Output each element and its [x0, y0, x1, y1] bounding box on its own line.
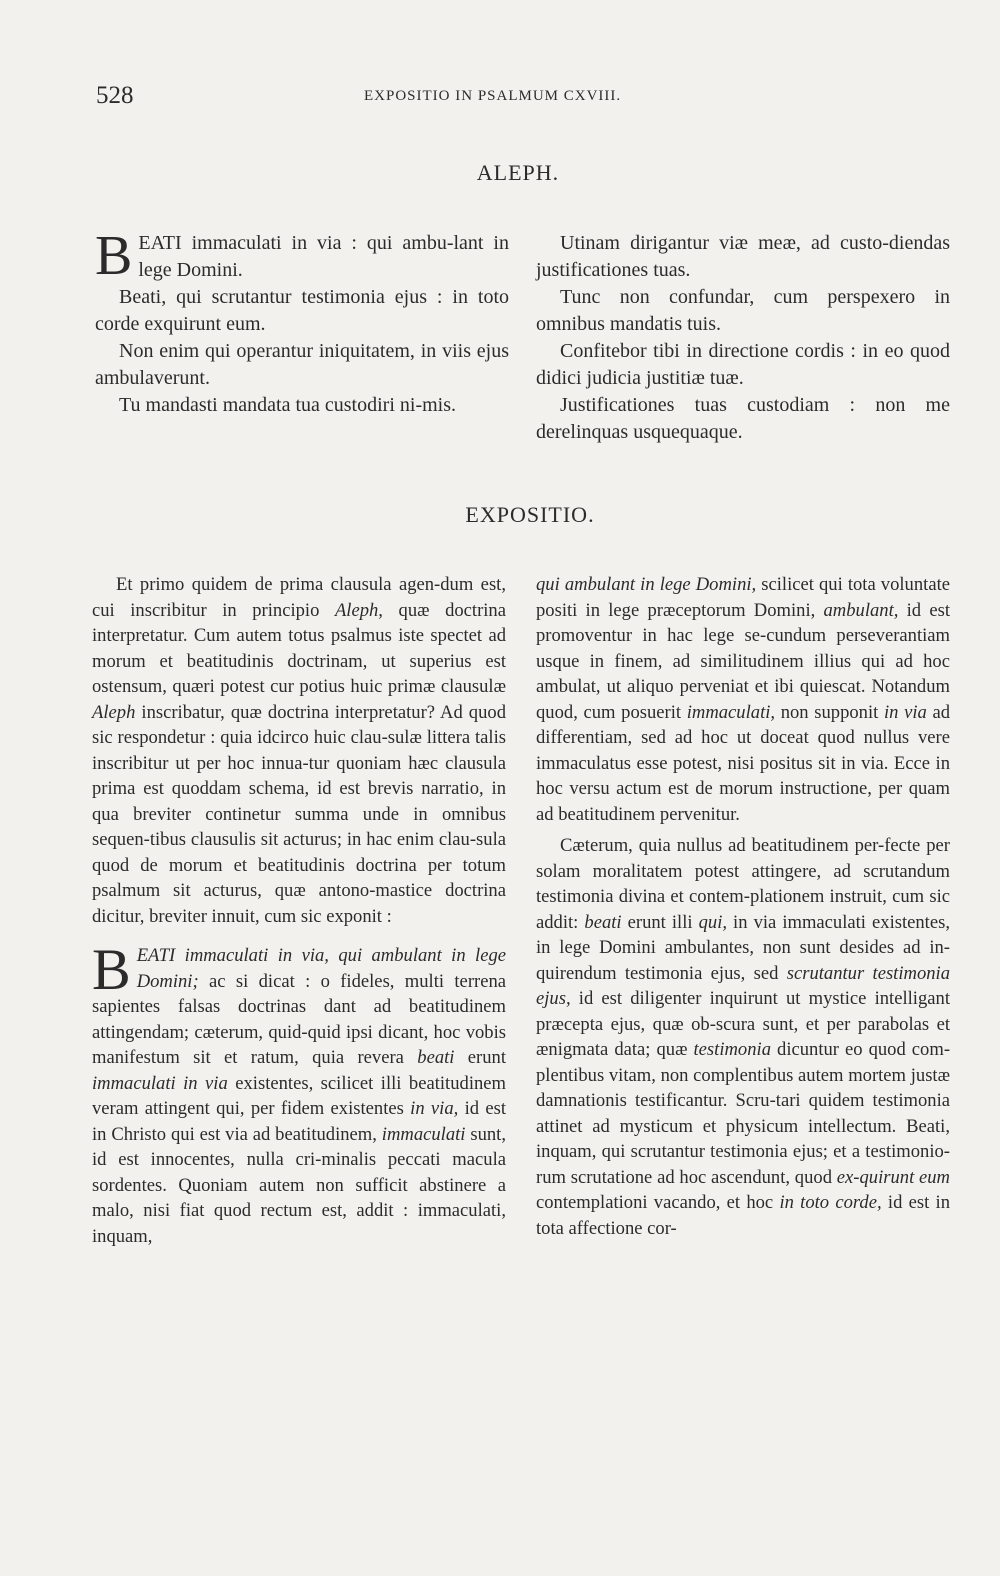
italic-run: in toto corde, — [779, 1192, 882, 1213]
italic-run: testimonia — [693, 1039, 771, 1060]
text-run: inscribatur, quæ doctrina interpretatur? Ad quod sic respondetur : quia idcirco huic clau-sulæ littera talis inscribitur ut per hoc innua-tur quoniam hæc clausula prima est quoddam schema, id est brevis narratio, in qua breviter continetur summa unde in omnibus sequen-tibus clausulis sit acturus; in hac enim clau-sula quod de morum et beatitudinis doctrina per totum psalmum sit acturus, quæ antono-mastice doctrina dicitur, breviter innuit, cum sic exponit : — [92, 701, 506, 927]
commentary-paragraph — [92, 572, 506, 929]
page-number: 528 — [96, 82, 134, 109]
verses-right-column — [536, 230, 950, 446]
text-run: existentes, scilicet illi beatitudinem veram attingent qui, per fidem existentes — [92, 1072, 506, 1119]
commentary-right-column — [536, 572, 950, 1241]
italic-run: in via, — [410, 1098, 459, 1119]
text-run: sunt, id est innocentes, nulla cri-minalis peccati macula sordentes. Quoniam autem non sufficit abstinere a malo, nisi fiat quod rectum est, addit : immaculati, inquam, — [92, 1123, 506, 1247]
running-title: EXPOSITIO IN PSALMUM CXVIII. — [364, 88, 622, 104]
italic-run: immaculati in via — [92, 1072, 228, 1094]
text-run: id est in Christo qui est via ad beatitudinem, — [92, 1098, 506, 1145]
text-run: erunt — [454, 1047, 506, 1068]
italic-run: Aleph, — [334, 599, 383, 621]
aleph-heading: ALEPH. — [476, 160, 560, 185]
verse-3: Non enim qui operantur iniquitatem, in viis ejus ambulaverunt. — [95, 340, 509, 389]
italic-run: Aleph — [92, 701, 136, 723]
italic-run: qui ambulant in lege Domini, — [536, 574, 757, 595]
text-run: Et primo quidem de prima clausula agen-dum est, cui inscribitur in principio — [92, 574, 506, 621]
page-header — [96, 82, 676, 112]
verse-4: Tu mandasti mandata tua custodiri ni-mis. — [119, 394, 457, 416]
expositio-heading: EXPOSITIO. — [465, 502, 595, 527]
drop-cap: B — [92, 937, 131, 1002]
commentary-paragraph — [92, 937, 506, 1249]
text-run: dicuntur eo quod com-plentibus vitam, non complentibus autem mortem justæ damnationis testificantur. Scru-tari quidem testimonia attinet ad mysticum et physicum intellectum. Beati, inquam, qui scrutantur testimonia ejus; et a testimonio-rum scrutatione ad hoc ascendunt, quod — [536, 1039, 951, 1188]
italic-run: ex-quirunt eum — [836, 1166, 950, 1188]
text-run: contemplationi vacando, et hoc — [536, 1192, 780, 1213]
italic-run: beati — [584, 911, 622, 933]
italic-run: qui, — [698, 911, 728, 933]
text-run: id est in tota affectione cor- — [536, 1192, 950, 1239]
verse-5: Utinam dirigantur viæ meæ, ad custo-diendas justificationes tuas. — [536, 232, 950, 281]
text-run: erunt illi — [621, 911, 699, 933]
verse-1 — [95, 225, 509, 287]
italic-run: immaculati — [381, 1123, 466, 1145]
drop-cap: B — [95, 225, 133, 287]
verses-left-column — [95, 225, 509, 419]
italic-run: in via — [883, 701, 927, 723]
text-run: id est promoventur in hac lege se-cundum perseverantiam usque in finem, ad similitudinem illius qui ad hoc ambulat, ut aliquo perveniat et ibi quiescat. Notandum quod, cum posuerit — [536, 599, 950, 723]
text-run: ac si dicat : o fideles, multi terrena sapientes falsas doctrinas dant ad beatitudinem attingendam; cæterum, quid-quid ipsi dicant, hoc vobis manifestum sit et ratum, quia revera — [92, 970, 506, 1068]
italic-run: beati — [417, 1047, 455, 1068]
verse-text: EATI immaculati in via : qui ambu-lant in lege Domini. — [138, 232, 509, 281]
text-run: id est diligenter inquirunt ut mystice intelligant præcepta ejus, quæ ob-scura sunt, et per parabolas et ænigmata data; quæ — [536, 988, 950, 1060]
italic-run: scrutantur testimonia ejus, — [536, 962, 950, 1009]
text-run: ad differentiam, sed ad hoc ut doceat quod nullus vere immaculatus esse potest, nisi positus sit in via. Ecce in hoc versu actum est de morum instructione, per quam ad beatitudinem pervenitur. — [536, 701, 951, 825]
verse-8: Justificationes tuas custodiam : non me derelinquas usquequaque. — [536, 394, 950, 443]
italic-run: EATI immaculati in via, qui ambulant in lege Domini; — [136, 945, 506, 992]
verse-2: Beati, qui scrutantur testimonia ejus : in toto corde exquirunt eum. — [95, 286, 509, 335]
text-run: quæ doctrina interpretatur. Cum autem totus psalmus iste spectet ad morum et beatitudinis doctrinam, ut superius est ostensum, quæri potest cur potius huic primæ clausulæ — [92, 599, 506, 697]
italic-run: ambulant, — [823, 599, 899, 621]
commentary-paragraph — [536, 572, 950, 827]
verse-7: Confitebor tibi in directione cordis : in eo quod didici judicia justitiæ tuæ. — [536, 340, 950, 389]
text-run: in via immaculati existentes, in lege Domini ambulantes, non sunt desides ad in-quirendum testimonia ejus, sed — [536, 911, 950, 984]
text-run: non supponit — [775, 701, 884, 723]
verse-6: Tunc non confundar, cum perspexero in omnibus mandatis tuis. — [536, 286, 950, 335]
commentary-left-column — [92, 572, 506, 1249]
text-run: scilicet qui tota voluntate positi in lege præceptorum Domini, — [536, 574, 950, 621]
commentary-paragraph — [536, 833, 950, 1241]
text-run: Cæterum, quia nullus ad beatitudinem per-fecte per solam moralitatem potest attingere, ad scrutandum testimonia divina et contem-plationem instruit, cum sic addit: — [536, 835, 950, 933]
italic-run: immaculati, — [686, 701, 776, 723]
